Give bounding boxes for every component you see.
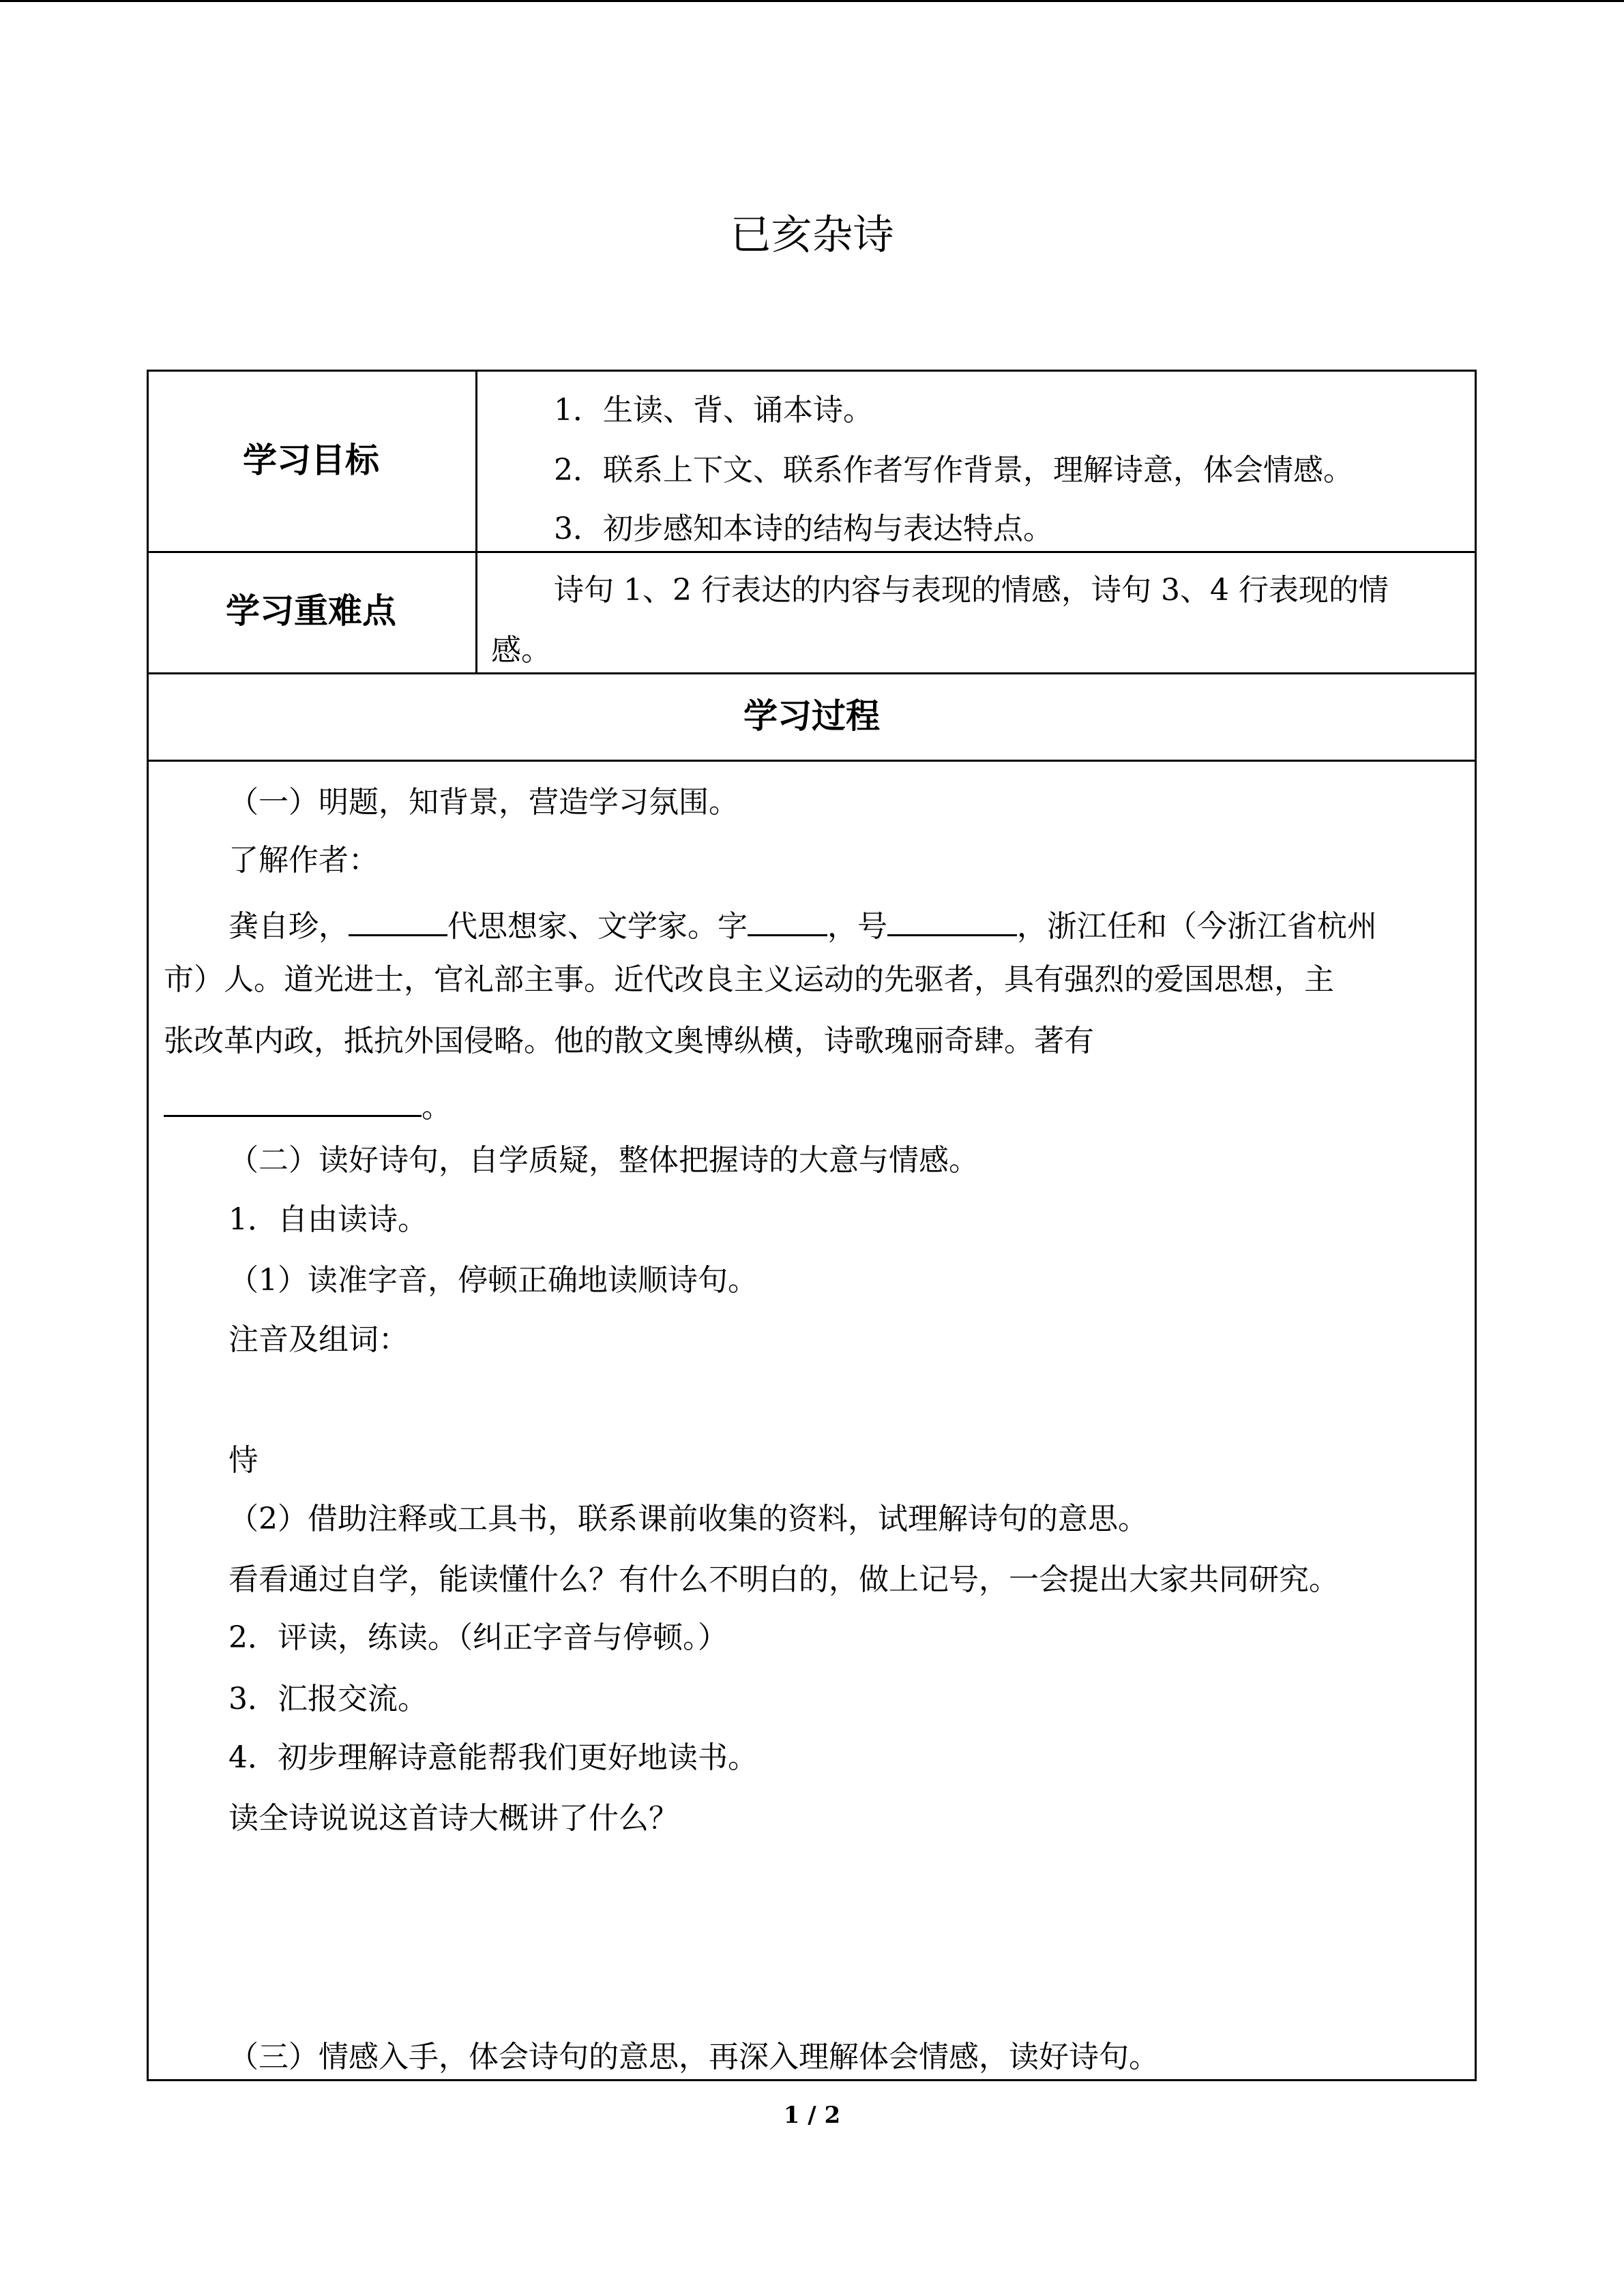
section-2-heading: （二）读好诗句，自学质疑，整体把握诗的大意与情感。 [228,1143,979,1178]
author-paragraph-line-2: 市）人。道光进士，官礼部主事。近代改良主义运动的先驱者，具有强烈的爱国思想，主 [164,962,1334,997]
keypoints-text-line-2: 感。 [491,633,551,668]
step-4: 4．初步理解诗意能帮我们更好地读书。 [228,1740,758,1775]
goal-item-2: 2．联系上下文、联系作者写作背景，理解诗意，体会情感。 [554,453,1353,488]
goals-label: 学习目标 [243,441,379,480]
self-study-instruction: 看看通过自学，能读懂什么？有什么不明白的，做上记号，一会提出大家共同研究。 [228,1562,1339,1597]
keypoints-label: 学习重难点 [226,591,396,631]
step-1: 1．自由读诗。 [228,1202,428,1237]
pen-name-blank[interactable] [887,901,1017,936]
author-text-c: ，号 [827,909,887,944]
phonetic-character: 恃 [228,1443,259,1478]
author-text-d: ，浙江任和（今浙江省杭州 [1017,909,1377,944]
document-title: 已亥杂诗 [730,211,894,259]
step-3: 3．汇报交流。 [228,1682,428,1716]
step-2: 2．评读，练读。（纠正字音与停顿。） [228,1620,728,1655]
step-1-sub-1: （1）读准字音，停顿正确地读顺诗句。 [228,1263,758,1298]
section-3-heading: （三）情感入手，体会诗句的意思，再深入理解体会情感，读好诗句。 [228,2040,1159,2074]
author-paragraph-line-1 [228,901,1377,947]
dynasty-blank[interactable] [349,901,447,936]
courtesy-name-blank[interactable] [748,901,827,936]
author-paragraph-line-3: 张改革内政，抵抗外国侵略。他的散文奥博纵横，诗歌瑰丽奇肆。著有 [164,1024,1094,1058]
author-intro: 了解作者： [228,843,379,878]
step-1-sub-2: （2）借助注释或工具书，联系课前收集的资料，试理解诗句的意思。 [228,1502,1148,1536]
phonetic-label: 注音及组词： [228,1322,409,1357]
author-paragraph-line-4 [164,1082,452,1128]
goal-item-3: 3．初步感知本诗的结构与表达特点。 [554,511,1053,546]
keypoints-text-line-1: 诗句 1、2 行表达的内容与表现的情感，诗句 3、4 行表现的情 [554,573,1389,608]
goal-item-1: 1．生读、背、诵本诗。 [554,393,873,428]
process-header: 学习过程 [743,696,880,736]
top-border-line [0,0,1624,2]
works-blank[interactable] [164,1082,422,1117]
author-text-b: 代思想家、文学家。字 [447,909,748,944]
page-number: 1 / 2 [783,2102,841,2129]
author-end: 。 [422,1090,452,1124]
summary-question: 读全诗说说这首诗大概讲了什么？ [228,1801,679,1836]
author-text-a: 龚自珍， [228,909,349,944]
section-1-heading: （一）明题，知背景，营造学习氛围。 [228,785,739,820]
